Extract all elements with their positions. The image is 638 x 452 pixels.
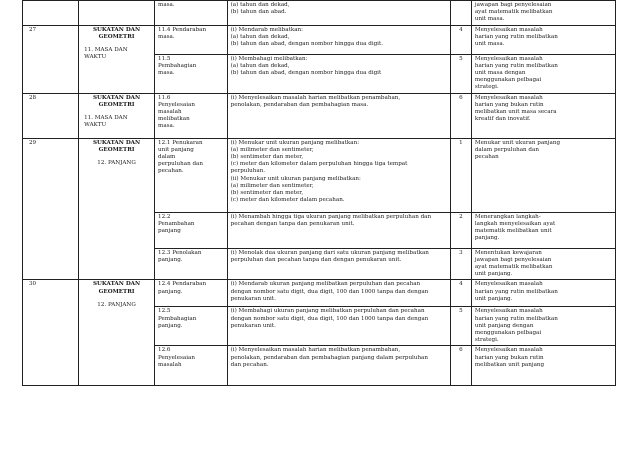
descriptor-cell: [471, 346, 615, 386]
text-line: masalah: [158, 361, 182, 368]
standard-cell: [155, 307, 228, 346]
text-line: 12.5: [158, 308, 171, 315]
text-line: SUKATAN DAN: [92, 94, 141, 101]
descriptor-cell: [471, 212, 615, 248]
text-line: penukaran unit.: [230, 295, 276, 302]
text-line: 12.6: [158, 347, 171, 354]
standard-cell: [155, 25, 228, 54]
text-line: harian yang rutin melibatkan: [474, 315, 558, 322]
descriptor-cell: [471, 54, 615, 93]
text-line: 12.4 Pendaraban: [158, 281, 207, 288]
text-line: WAKTU: [84, 54, 107, 61]
text-line: (i) Mendarab ukuran panjang melibatkan perpuluhan dan pecahan: [230, 281, 421, 288]
text-line: penolakan, pendaraban dan pembahagian masa.: [230, 101, 369, 108]
subtopic-title: [82, 115, 151, 129]
text-line: panjang: [158, 228, 181, 235]
standard-cell: [155, 54, 228, 93]
text-line: dengan nombor satu digit, dua digit, 100 dan 1000 tanpa dan dengan: [230, 315, 429, 322]
descriptor-cell: [471, 1, 615, 26]
text-line: harian yang rutin melibatkan: [474, 33, 558, 40]
text-line: 3: [459, 249, 463, 256]
text-line: (a) tahun dan dekad,: [230, 62, 290, 69]
text-line: Menyelesaikan masalah: [474, 55, 543, 62]
level-cell: [450, 280, 471, 307]
text-line: 12.1 Penukaran: [158, 139, 203, 146]
text-line: harian yang rutin melibatkan: [474, 288, 558, 295]
text-line: GEOMETRI: [98, 33, 135, 40]
level-cell: [450, 93, 471, 138]
text-line: panjang.: [158, 256, 183, 263]
text-line: unit panjang: [158, 146, 194, 153]
lesson-plan-table: [22, 0, 616, 386]
text-line: unit masa.: [474, 16, 505, 23]
text-line: Menerangkan langkah-: [474, 213, 541, 220]
text-line: (a) milimeter dan sentimeter,: [230, 182, 314, 189]
text-line: 6: [459, 94, 463, 101]
text-line: Pembahagian: [158, 315, 197, 322]
objective-cell: [227, 280, 450, 307]
objective-cell: [227, 25, 450, 54]
text-line: masa.: [158, 123, 175, 130]
text-line: harian yang bukan rutin: [474, 101, 544, 108]
text-line: pecahan.: [158, 168, 184, 175]
subtopic-title: [82, 160, 151, 167]
subtopic-title: [82, 302, 151, 309]
week-cell: [23, 1, 79, 26]
text-line: Menukar unit ukuran panjang: [474, 139, 561, 146]
text-line: Penyelesaian: [158, 354, 195, 361]
text-line: (c) meter dan kilometer dalam pecahan.: [230, 197, 345, 204]
level-cell: [450, 248, 471, 280]
text-line: perpuluhan.: [230, 168, 266, 175]
text-line: dan pecahan.: [230, 361, 269, 368]
text-line: Menyelesaikan masalah: [474, 26, 543, 33]
text-line: 12.3 Penolakan: [158, 249, 202, 256]
level-cell: [450, 138, 471, 212]
level-cell: [450, 346, 471, 386]
text-line: (b) tahun dan abad.: [230, 9, 287, 16]
text-line: 4: [459, 26, 463, 33]
text-line: jawapan bagi penyelesaian: [474, 2, 552, 8]
table-row: [23, 93, 616, 138]
text-line: GEOMETRI: [98, 146, 135, 153]
table-row: [23, 25, 616, 54]
week-cell: 28: [23, 93, 79, 138]
text-line: Menyelesaikan masalah: [474, 308, 543, 315]
text-line: (c) meter dan kilometer dalam perpuluhan hingga tiga tempat: [230, 161, 408, 168]
theme-title: [82, 140, 151, 154]
text-line: dengan nombor satu digit, dua digit, 100 dan 1000 tanpa dan dengan: [230, 288, 429, 295]
text-line: strategi.: [474, 337, 499, 344]
text-line: (a) milimeter dan sentimeter,: [230, 146, 314, 153]
text-line: menggunakan pelbagai: [474, 330, 542, 337]
descriptor-cell: [471, 25, 615, 54]
text-line: masalah: [158, 109, 182, 116]
descriptor-cell: [471, 93, 615, 138]
text-line: dalam: [158, 154, 176, 161]
text-line: 1: [459, 139, 463, 146]
text-line: menggunakan pelbagai: [474, 77, 542, 84]
text-line: Penyelesaian: [158, 101, 195, 108]
text-line: 11. MASA DAN: [84, 115, 128, 122]
text-line: 11.5: [158, 55, 171, 62]
text-line: 11.4 Pendaraban: [158, 26, 207, 33]
text-line: Menentukan kewajaran: [474, 249, 542, 256]
text-line: panjang.: [158, 288, 183, 295]
text-line: 11. MASA DAN: [84, 47, 128, 54]
standard-cell: [155, 1, 228, 26]
descriptor-cell: [471, 307, 615, 346]
objective-cell: [227, 1, 450, 26]
standard-cell: [155, 138, 228, 212]
text-line: 4: [459, 281, 463, 288]
objective-cell: [227, 248, 450, 280]
level-cell: [450, 212, 471, 248]
objective-cell: [227, 307, 450, 346]
text-line: (i) Menolak dua ukuran panjang dari satu ukuran panjang melibatkan: [230, 249, 429, 256]
week-cell: 29: [23, 138, 79, 280]
text-line: pecahan: [474, 154, 499, 161]
text-line: melibatkan unit masa secara: [474, 109, 557, 116]
text-line: SUKATAN DAN: [92, 281, 141, 288]
text-line: SUKATAN DAN: [92, 26, 141, 33]
theme-cell: [79, 25, 155, 93]
subtopic-title: [82, 47, 151, 61]
text-line: (a) tahun dan dekad,: [230, 33, 290, 40]
text-line: perpuluhan dan: [158, 161, 203, 168]
descriptor-cell: [471, 248, 615, 280]
objective-cell: [227, 346, 450, 386]
text-line: Pembahagian: [158, 62, 197, 69]
level-cell: [450, 25, 471, 54]
text-line: GEOMETRI: [98, 101, 135, 108]
text-line: masa.: [158, 70, 175, 77]
text-line: (i) Mendarab melibatkan:: [230, 26, 304, 33]
text-line: 6: [459, 347, 463, 354]
text-line: jawapan bagi penyelesaian: [474, 256, 552, 263]
text-line: ayat matematik melibatkan: [474, 264, 553, 271]
text-line: Menyelesaikan masalah: [474, 347, 543, 354]
standard-cell: [155, 248, 228, 280]
text-line: WAKTU: [84, 122, 107, 129]
text-line: Penambahan: [158, 220, 195, 227]
text-line: masa.: [158, 2, 175, 8]
week-cell: 30: [23, 280, 79, 386]
objective-cell: [227, 93, 450, 138]
theme-cell: [79, 138, 155, 280]
objective-cell: [227, 212, 450, 248]
text-line: (a) tahun dan dekad,: [230, 2, 290, 8]
text-line: 2: [459, 213, 463, 220]
theme-title: [82, 27, 151, 41]
text-line: (b) sentimeter dan meter,: [230, 154, 304, 161]
text-line: GEOMETRI: [98, 288, 135, 295]
text-line: (i) Menukar unit ukuran panjang melibatkan:: [230, 139, 360, 146]
theme-cell: [79, 1, 155, 26]
theme-title: [82, 95, 151, 109]
text-line: (ii) Menukar unit ukuran panjang melibatkan:: [230, 175, 361, 182]
text-line: panjang.: [474, 235, 500, 242]
text-line: Menyelesaikan masalah: [474, 281, 543, 288]
week-cell: 27: [23, 25, 79, 93]
text-line: (b) sentimeter dan meter,: [230, 190, 304, 197]
table-row: [23, 280, 616, 307]
text-line: (b) tahun dan abad, dengan nombor hingga dua digit.: [230, 41, 383, 48]
text-line: unit panjang.: [474, 271, 513, 278]
text-line: 12. PANJANG: [97, 160, 136, 167]
text-line: Menyelesaikan masalah: [474, 94, 543, 101]
text-line: penukaran unit.: [230, 322, 276, 329]
text-line: panjang.: [158, 322, 183, 329]
level-cell: [450, 307, 471, 346]
text-line: harian yang bukan rutin: [474, 354, 544, 361]
text-line: (i) Menyelesaikan masalah harian melibatkan penambahan,: [230, 94, 401, 101]
level-cell: [450, 1, 471, 26]
objective-cell: [227, 54, 450, 93]
text-line: perpuluhan dan pecahan tanpa dan dengan penukaran unit.: [230, 256, 402, 263]
theme-cell: [79, 280, 155, 386]
descriptor-cell: [471, 280, 615, 307]
text-line: kreatif dan inovatif.: [474, 116, 531, 123]
text-line: 5: [459, 308, 463, 315]
standard-cell: [155, 280, 228, 307]
theme-title: [82, 281, 151, 295]
descriptor-cell: [471, 138, 615, 212]
text-line: (i) Membahagi melibatkan:: [230, 55, 308, 62]
standard-cell: [155, 212, 228, 248]
text-line: (b) tahun dan abad, dengan nombor hingga dua digit: [230, 70, 382, 77]
objective-cell: [227, 138, 450, 212]
text-line: langkah menyelesaikan ayat: [474, 220, 556, 227]
text-line: matematik melibatkan unit: [474, 228, 552, 235]
text-line: 12.2: [158, 213, 171, 220]
text-line: (i) Menambah hingga tiga ukuran panjang melibatkan perpuluhan dan: [230, 213, 432, 220]
table-row: [23, 138, 616, 212]
text-line: unit panjang.: [474, 295, 513, 302]
text-line: 11.6: [158, 94, 171, 101]
text-line: melibatkan unit panjang: [474, 361, 545, 368]
text-line: 12. PANJANG: [97, 301, 136, 308]
text-line: SUKATAN DAN: [92, 139, 141, 146]
standard-cell: [155, 93, 228, 138]
text-line: pecahan dengan tanpa dan penukaran unit.: [230, 220, 355, 227]
text-line: (i) Membahagi ukuran panjang melibatkan perpuluhan dan pecahan: [230, 308, 425, 315]
theme-cell: [79, 93, 155, 138]
text-line: harian yang rutin melibatkan: [474, 62, 558, 69]
text-line: melibatkan: [158, 116, 190, 123]
text-line: dalam perpuluhan dan: [474, 146, 539, 153]
text-line: ayat matematik melibatkan: [474, 9, 553, 16]
text-line: masa.: [158, 33, 175, 40]
text-line: (i) Menyelesaikan masalah harian melibatkan penambahan,: [230, 347, 401, 354]
table-row: [23, 1, 616, 26]
text-line: strategi.: [474, 84, 499, 91]
text-line: unit masa dengan: [474, 70, 526, 77]
text-line: penolakan, pendaraban dan pembahagian panjang dalam perpuluhan: [230, 354, 428, 361]
text-line: unit panjang dengan: [474, 322, 534, 329]
text-line: unit masa.: [474, 41, 505, 48]
level-cell: [450, 54, 471, 93]
text-line: 5: [459, 55, 463, 62]
standard-cell: [155, 346, 228, 386]
